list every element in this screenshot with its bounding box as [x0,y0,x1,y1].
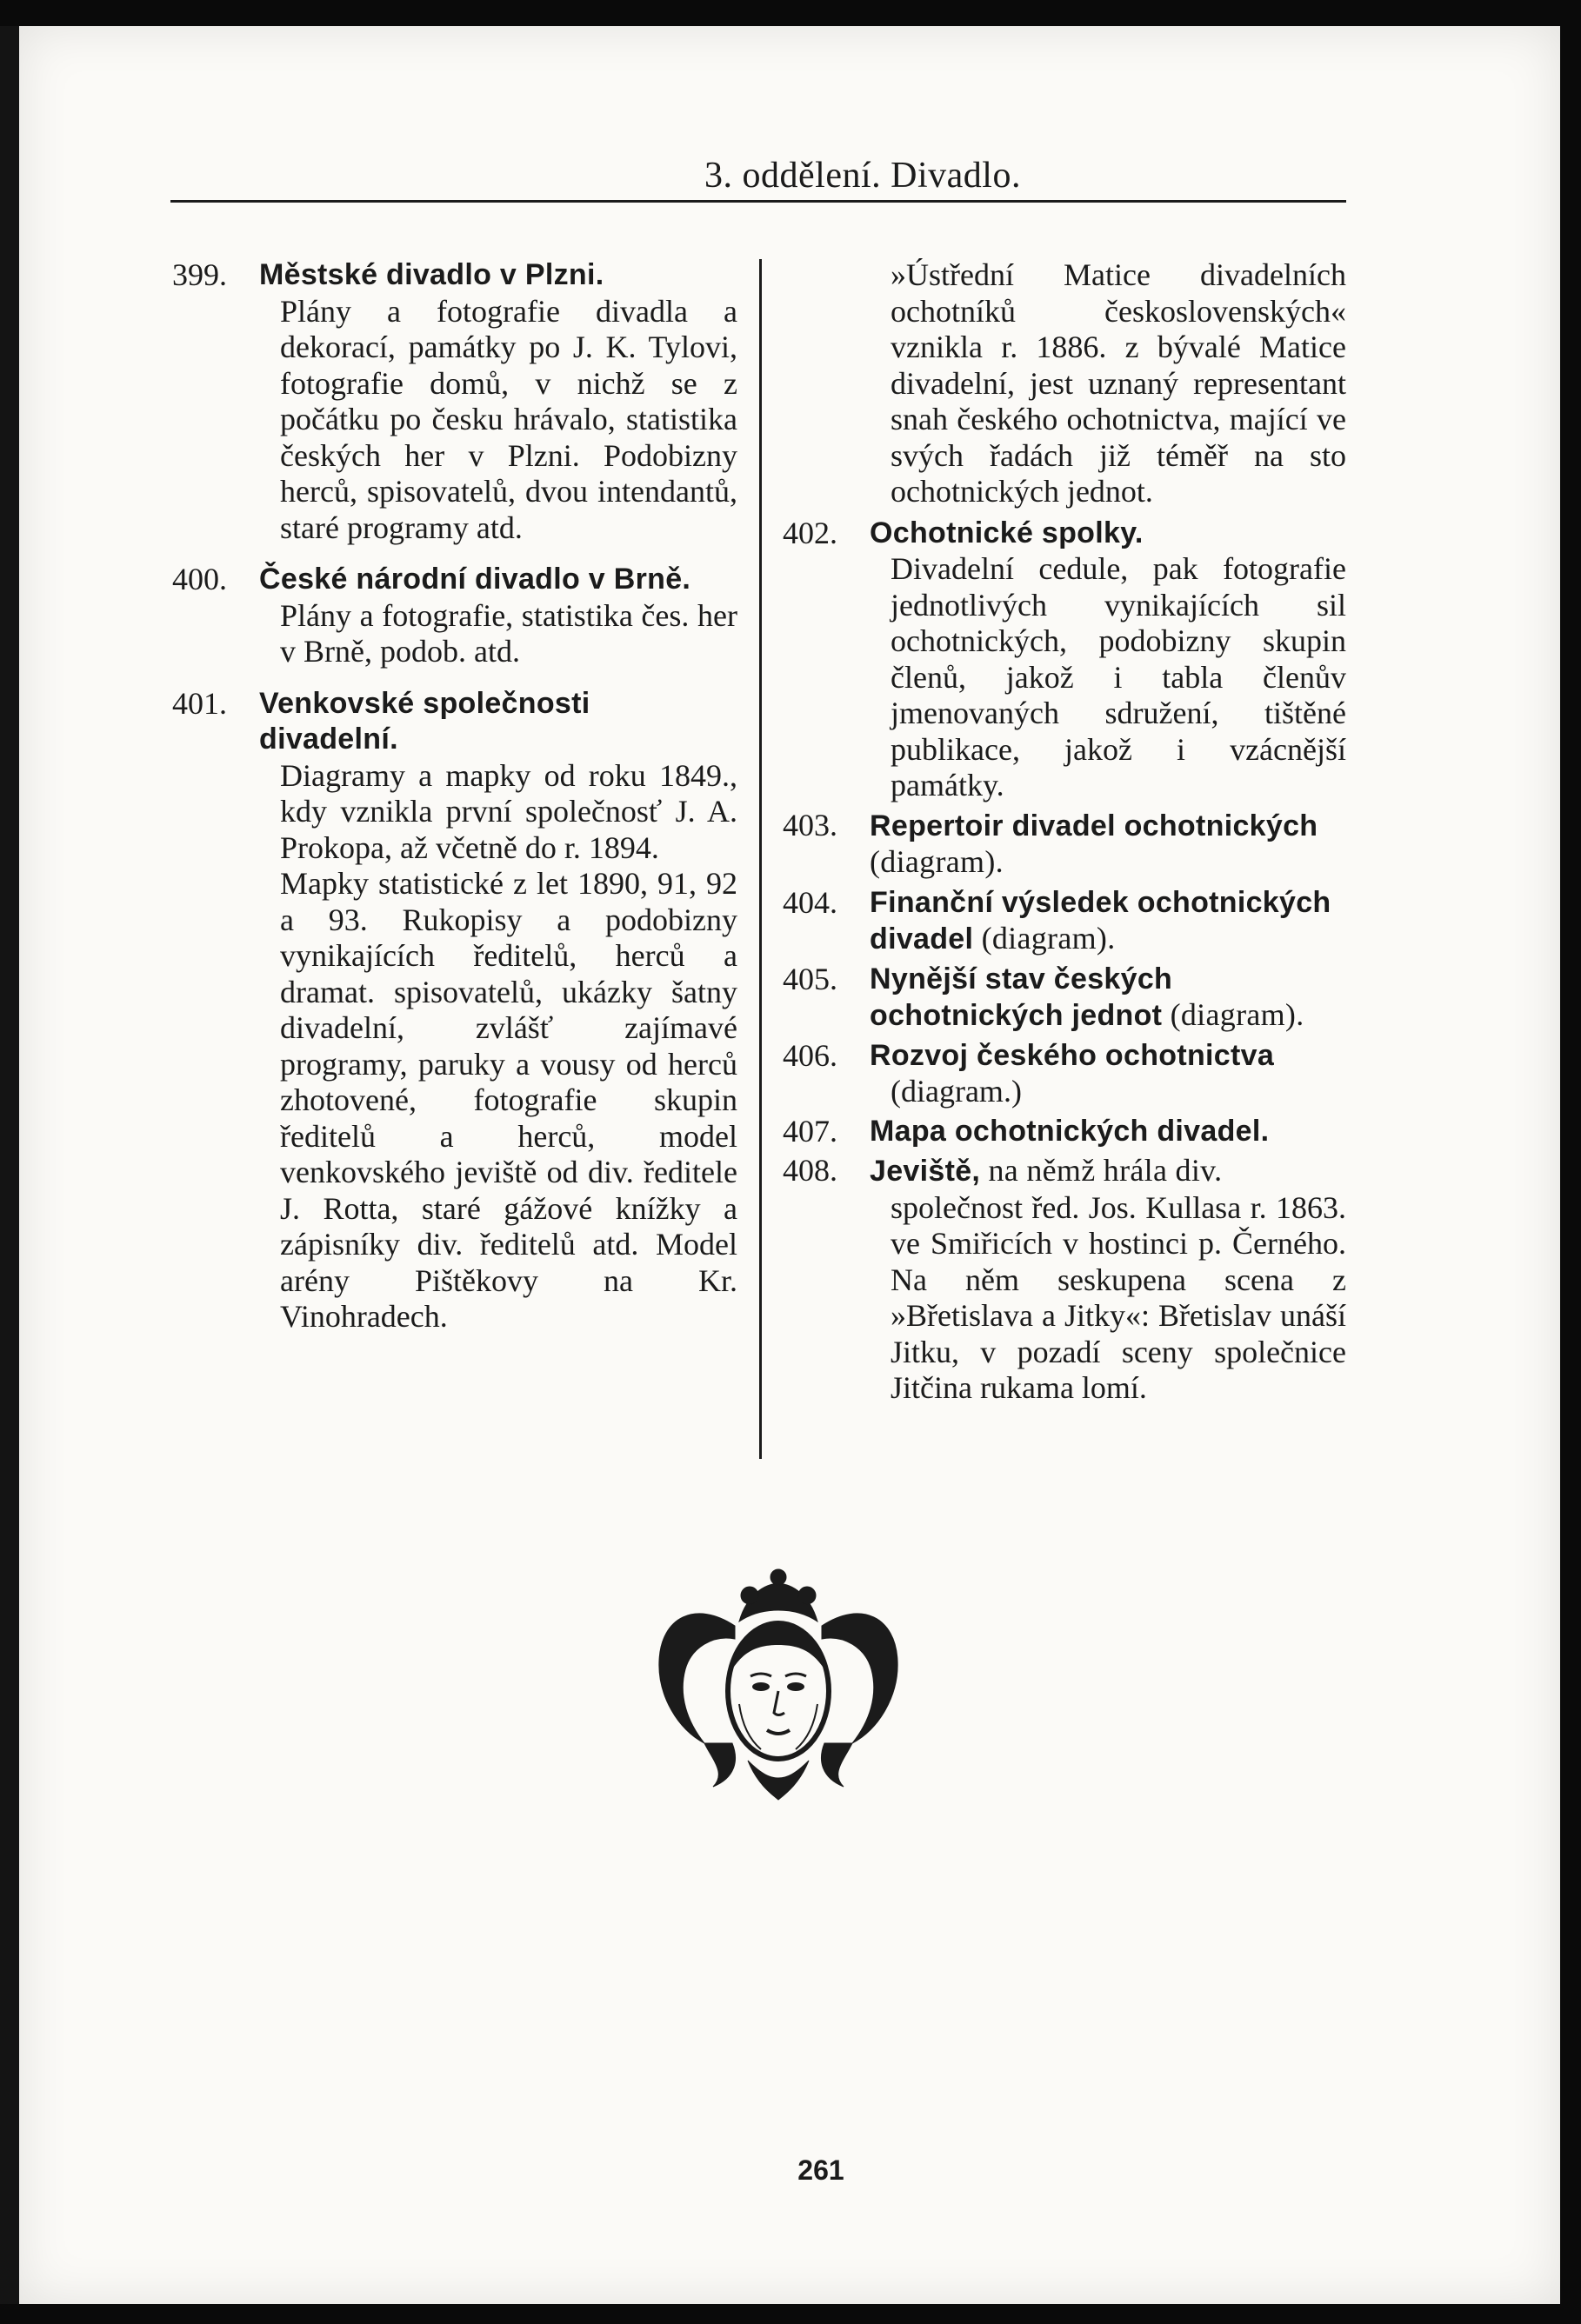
entry-description: Plány a fotografie, statistika čes. her v Brně, podob. atd. [280,597,737,669]
catalog-entry-400 [172,562,737,670]
entry-description: společnost řed. Jos. Kullasa r. 1863. ve Smiřicích v hostinci p. Černého. Na něm seskupena scena z »Břetislava a Jitky«: Břetislav unáší Jitku, v pozadí sceny společnice Jitčina rukama lomí. [891,1189,1346,1405]
matice-intro-paragraph: »Ústřední Matice divadelních ochotníků československých« vznikla r. 1886. z bývalé Matice divadelní, jest uznaný representant snah českého ochotnictva, mající ve svých řadách již téměř na sto ochotnických jednot. [891,257,1346,509]
entry-inline-note: na němž hrála div. [980,1153,1223,1188]
entry-number: 400. [172,562,227,596]
left-column [172,257,737,1348]
entry-number: 405. [783,961,837,996]
entry-title: Rozvoj českého ochotnictva [870,1038,1275,1072]
page-header [170,155,1346,207]
entry-title: Mapa ochotnických divadel. [870,1114,1270,1148]
entry-title: Městské divadlo v Plzni. [259,258,604,291]
entry-number: 399. [172,257,227,292]
entry-number: 401. [172,685,227,721]
entry-title: Finanční výsledek ochotnických divadel [870,885,1331,956]
entry-title: Repertoir divadel ochotnických [870,809,1318,842]
page-number: 261 [797,2154,844,2186]
catalog-entry-405 [783,962,1346,1035]
entry-title: Jeviště, [870,1155,981,1188]
right-column [783,257,1346,1419]
entry-description: Diagramy a mapky od roku 1849., kdy vznikla první společnosť J. A. Prokopa, až včetně do r. 1894. [280,757,737,865]
column-divider [759,259,762,1459]
womans-face-vignette-icon [652,1565,904,1808]
entry-number: 407. [783,1113,837,1149]
entry-number: 403. [783,807,837,842]
book-spine [0,26,19,2304]
catalog-entry-407 [783,1114,1346,1150]
entry-description: Plány a fotografie divadla a dekorací, památky po J. K. Tylovi, fotografie domů, v nichž se z počátku po česku hrávalo, statistika českých her v Plzni. Podobizny herců, spisovatelů, dvou intendantů, staré programy atd. [280,293,737,545]
entry-number: 404. [783,884,837,920]
catalog-entry-403 [783,808,1346,882]
entry-title: České národní divadlo v Brně. [259,563,691,596]
entry-number: 408. [783,1153,837,1188]
entry-inline-note: (diagram). [1162,997,1304,1032]
entry-title: Venkovské společnosti divadelní. [259,686,590,756]
entry-number: 406. [783,1037,837,1073]
entry-inline-note: (diagram). [870,844,1004,879]
entry-description-continued: Mapky statistické z let 1890, 91, 92 a 93. Rukopisy a podobizny vynikajících ředitelů, herců a dramat. spisovatelů, ukázky šatny divadelní, zvlášť zajímavé programy, paruky a vousy od herců zhotovené, fotografie skupin ředitelů a herců, model venkovského jeviště od div. ředitele J. Rotta, staré gážové knížky a zápisníky div. ředitelů atd. Model arény Pištěkovy na Kr. Vinohradech. [280,866,737,1334]
entry-title: Ochotnické spolky. [870,516,1144,549]
entry-title: Nynější stav českých ochotnických jednot [870,962,1173,1032]
header-rule [170,200,1346,203]
entry-inline-note: (diagram). [973,921,1116,956]
entry-number: 402. [783,515,837,550]
catalog-entry-406 [783,1038,1346,1110]
catalog-entry-401 [172,686,737,1335]
entry-description: Divadelní cedule, pak fotografie jednotlivých vynikajících sil ochotnických, podobizny skupin členů, jakož i tabla členův jmenovaných sdružení, tištěné publikace, jakož i vzácnější památky. [891,551,1346,802]
catalog-entry-404 [783,885,1346,958]
catalog-entry-399 [172,257,737,546]
entry-description: (diagram.) [891,1074,1022,1109]
catalog-entry-408 [783,1153,1346,1407]
catalog-entry-402 [783,516,1346,804]
section-title: 3. oddělení. Divadlo. [704,156,1021,196]
